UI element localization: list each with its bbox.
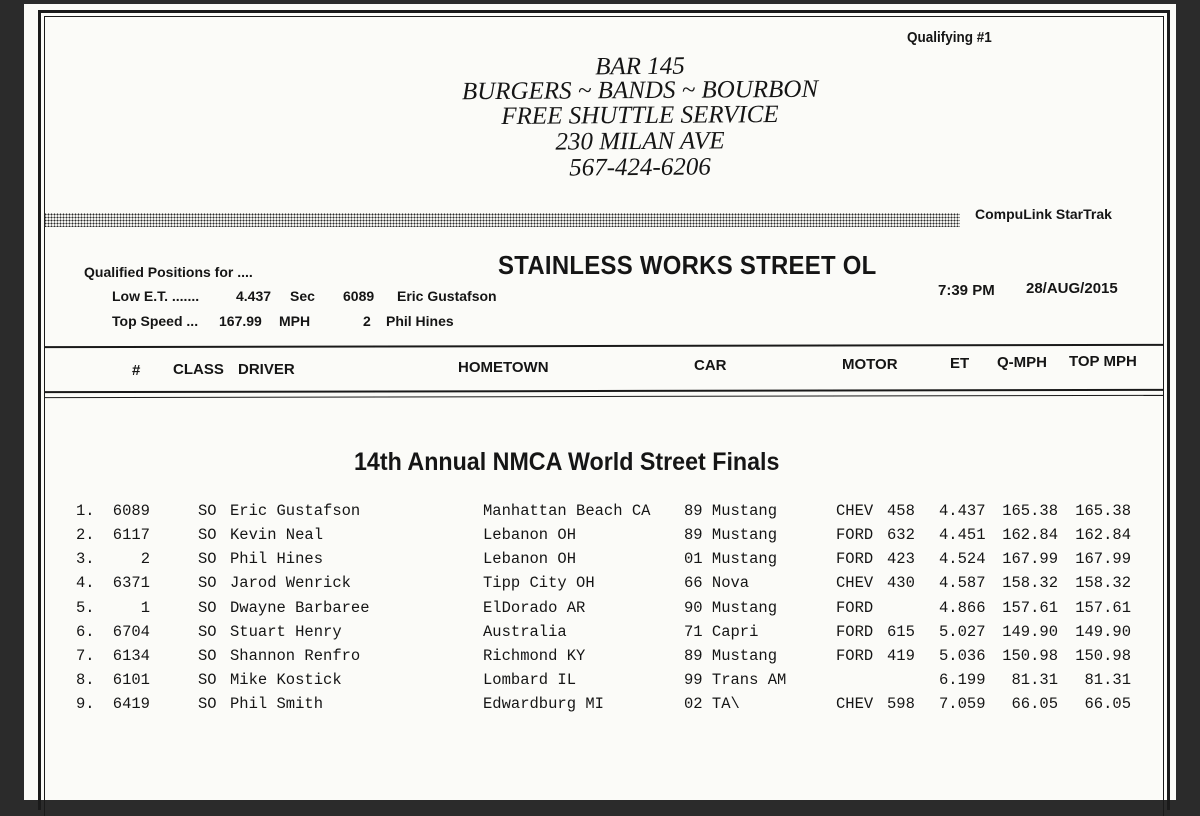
low-et-unit: Sec <box>290 288 315 304</box>
result-motor-make: CHEV <box>836 695 874 714</box>
result-hometown: Lebanon OH <box>483 526 577 545</box>
result-class: SO <box>198 574 217 593</box>
result-hometown: Manhattan Beach CA <box>483 502 651 520</box>
result-car: 89 Mustang <box>684 646 778 665</box>
result-motor-make: FORD <box>836 526 874 545</box>
result-driver: Dwayne Barbaree <box>230 598 370 617</box>
result-car: 66 Nova <box>684 574 750 593</box>
event-title: 14th Annual NMCA World Street Finals <box>354 448 780 476</box>
result-motor-make: FORD <box>836 550 874 569</box>
result-et: 4.451 <box>939 526 986 545</box>
result-motor-make: CHEV <box>836 574 874 593</box>
result-car-number: 6089 <box>112 502 150 520</box>
result-position: 4. <box>76 574 95 593</box>
table-row <box>0 574 1200 598</box>
table-row <box>0 647 1200 671</box>
result-hometown: Australia <box>483 622 567 641</box>
result-class: SO <box>198 622 217 641</box>
result-car-number: 2 <box>140 550 150 569</box>
qualifying-label: Qualifying #1 <box>907 29 992 46</box>
result-q-mph: 81.31 <box>1011 671 1058 690</box>
result-driver: Stuart Henry <box>230 622 342 641</box>
col-header-hometown: HOMETOWN <box>458 359 549 376</box>
table-row <box>0 695 1200 719</box>
result-driver: Shannon Renfro <box>230 646 361 665</box>
result-motor-cid: 615 <box>887 622 915 641</box>
result-position: 5. <box>76 598 95 617</box>
table-row <box>0 550 1200 574</box>
result-top-mph: 149.90 <box>1075 622 1131 641</box>
result-position: 6. <box>76 622 95 641</box>
result-car: 89 Mustang <box>684 526 778 545</box>
result-q-mph: 157.61 <box>1002 598 1058 617</box>
table-row <box>0 526 1200 550</box>
col-header-motor: MOTOR <box>842 356 898 373</box>
top-speed-car-number: 2 <box>363 313 371 329</box>
result-top-mph: 165.38 <box>1075 502 1131 520</box>
result-position: 7. <box>76 646 95 665</box>
result-motor-cid: 458 <box>887 502 915 520</box>
result-top-mph: 162.84 <box>1075 526 1131 545</box>
col-header-number: # <box>132 362 141 379</box>
result-q-mph: 167.99 <box>1002 550 1058 569</box>
result-position: 3. <box>76 550 95 569</box>
result-et: 7.059 <box>939 695 986 714</box>
ad-line-2: BURGERS ~ BANDS ~ BOURBON <box>461 75 819 106</box>
result-car-number: 6704 <box>112 622 150 641</box>
result-class: SO <box>198 646 217 665</box>
result-top-mph: 157.61 <box>1075 598 1131 617</box>
col-header-car: CAR <box>694 357 727 374</box>
result-class: SO <box>198 695 217 714</box>
result-car-number: 6134 <box>112 646 150 665</box>
result-position: 2. <box>76 526 95 545</box>
result-car: 71 Capri <box>684 622 759 641</box>
result-driver: Phil Hines <box>230 550 324 569</box>
col-header-driver: DRIVER <box>238 361 295 378</box>
result-top-mph: 66.05 <box>1084 695 1131 714</box>
result-motor-make: CHEV <box>836 502 874 520</box>
result-q-mph: 158.32 <box>1002 574 1058 593</box>
result-driver: Eric Gustafson <box>230 502 361 520</box>
table-row <box>0 623 1200 647</box>
result-q-mph: 165.38 <box>1002 502 1058 520</box>
result-driver: Jarod Wenrick <box>230 574 351 593</box>
top-speed-unit: MPH <box>279 313 311 329</box>
result-class: SO <box>198 502 217 520</box>
result-class: SO <box>198 550 217 569</box>
result-car-number: 6371 <box>112 574 150 593</box>
table-row <box>0 599 1200 623</box>
result-motor-cid: 598 <box>887 695 915 714</box>
low-et-label: Low E.T. ....... <box>112 288 200 304</box>
result-driver: Phil Smith <box>230 695 324 714</box>
result-q-mph: 149.90 <box>1002 622 1058 641</box>
top-speed-value: 167.99 <box>219 313 262 329</box>
result-driver: Kevin Neal <box>230 526 324 545</box>
low-et-driver: Eric Gustafson <box>397 288 497 304</box>
result-top-mph: 150.98 <box>1075 646 1131 665</box>
result-position: 1. <box>76 502 95 520</box>
result-q-mph: 150.98 <box>1002 646 1058 665</box>
result-class: SO <box>198 598 217 617</box>
result-top-mph: 158.32 <box>1075 574 1131 593</box>
low-et-value: 4.437 <box>236 288 272 304</box>
result-motor-make: FORD <box>836 646 874 665</box>
result-class: SO <box>198 671 217 690</box>
result-motor-cid: 632 <box>887 526 915 545</box>
result-hometown: Tipp City OH <box>483 574 595 593</box>
ad-line-3: FREE SHUTTLE SERVICE <box>501 101 779 130</box>
result-driver: Mike Kostick <box>230 671 342 690</box>
system-label: CompuLink StarTrak <box>975 206 1112 222</box>
result-motor-make: FORD <box>836 598 874 617</box>
col-header-et: ET <box>950 355 970 372</box>
result-hometown: Lombard IL <box>483 671 577 690</box>
top-speed-label: Top Speed ... <box>112 313 199 329</box>
result-motor-cid: 430 <box>887 574 915 593</box>
ad-line-5: 567-424-6206 <box>569 153 711 182</box>
result-car-number: 1 <box>140 598 150 617</box>
result-car: 01 Mustang <box>684 550 778 569</box>
result-car-number: 6117 <box>112 526 150 545</box>
result-class: SO <box>198 526 217 545</box>
col-header-top-mph: TOP MPH <box>1069 353 1137 370</box>
result-hometown: ElDorado AR <box>483 598 586 617</box>
result-position: 8. <box>76 671 95 690</box>
result-et: 4.437 <box>939 502 986 520</box>
dotted-separator <box>44 213 960 227</box>
col-header-class: CLASS <box>173 361 224 378</box>
result-hometown: Edwardburg MI <box>483 695 604 714</box>
report-time: 7:39 PM <box>938 282 995 299</box>
table-row <box>0 502 1200 526</box>
col-header-q-mph: Q-MPH <box>997 354 1047 371</box>
result-position: 9. <box>76 695 95 714</box>
result-q-mph: 162.84 <box>1002 526 1058 545</box>
result-top-mph: 167.99 <box>1075 550 1131 569</box>
table-row <box>0 671 1200 695</box>
result-hometown: Lebanon OH <box>483 550 577 569</box>
result-car: 02 TA\ <box>684 695 740 714</box>
result-et: 6.199 <box>939 671 986 690</box>
result-hometown: Richmond KY <box>483 646 586 665</box>
result-car-number: 6101 <box>112 671 150 690</box>
result-et: 4.587 <box>939 574 986 593</box>
result-et: 5.027 <box>939 622 986 641</box>
result-car: 90 Mustang <box>684 598 778 617</box>
result-car-number: 6419 <box>112 695 150 714</box>
result-motor-cid: 423 <box>887 550 915 569</box>
qualified-heading: Qualified Positions for .... <box>84 264 253 280</box>
result-top-mph: 81.31 <box>1084 671 1131 690</box>
result-car: 89 Mustang <box>684 502 778 520</box>
result-car: 99 Trans AM <box>684 671 787 690</box>
result-q-mph: 66.05 <box>1011 695 1058 714</box>
ad-line-4: 230 MILAN AVE <box>555 127 725 156</box>
result-et: 4.524 <box>939 550 986 569</box>
report-date: 28/AUG/2015 <box>1026 280 1118 297</box>
result-et: 5.036 <box>939 646 986 665</box>
low-et-car-number: 6089 <box>343 288 375 304</box>
ad-line-1: BAR 145 <box>595 52 685 81</box>
result-motor-make: FORD <box>836 622 874 641</box>
result-et: 4.866 <box>939 598 986 617</box>
top-speed-driver: Phil Hines <box>386 313 454 329</box>
result-motor-cid: 419 <box>887 646 915 665</box>
class-title: STAINLESS WORKS STREET OL <box>498 250 877 280</box>
